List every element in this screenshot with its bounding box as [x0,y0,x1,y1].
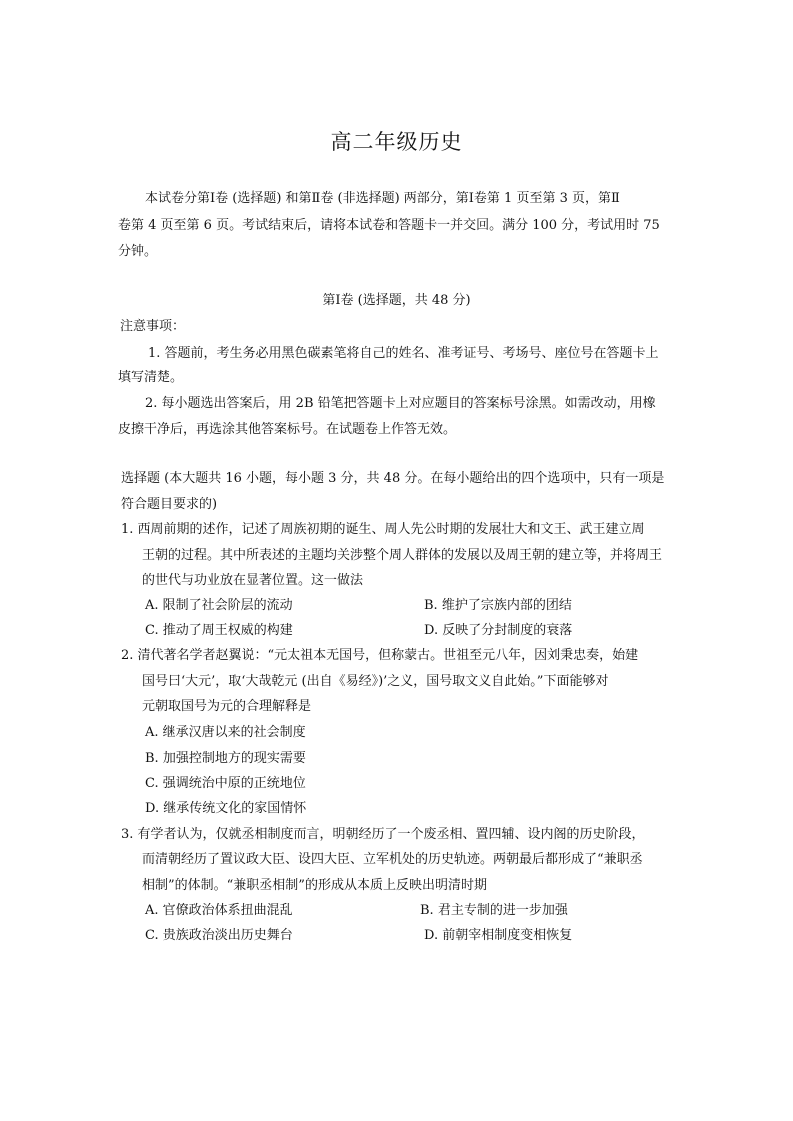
question-3-option-a: A. 官僚政治体系扭曲混乱 [145,903,293,918]
question-1-line-3: 的世代与功业放在显著位置。这一做法 [142,573,364,588]
question-3-option-d: D. 前朝宰相制度变相恢复 [424,928,573,943]
notice-item-1-line-1: 1. 答题前，考生务必用黑色碳素笔将自己的姓名、准考证号、考场号、座位号在答题卡上 [148,346,659,361]
question-2-option-b: B. 加强控制地方的现实需要 [145,751,306,766]
page-title: 高二年级历史 [330,130,463,154]
question-3-option-c: C. 贵族政治淡出历史舞台 [145,928,293,943]
question-2-option-c: C. 强调统治中原的正统地位 [145,776,306,791]
question-1-option-c: C. 推动了周王权威的构建 [145,623,293,638]
question-1-line-1: 1. 西周前期的述作，记述了周族初期的诞生、周人先公时期的发展壮大和文王、武王建立周 [121,522,645,537]
intro-line-2: 卷第 4 页至第 6 页。考试结束后，请将本试卷和答题卡一并交回。满分 100 分，考试用时 75 [118,218,660,233]
section-title: 第Ⅰ卷 (选择题，共 48 分) [322,293,471,308]
question-3-line-2: 而清朝经历了置议政大臣、设四大臣、立军机处的历史轨迹。两朝最后都形成了“兼职丞 [142,852,643,867]
question-2-line-2: 国号曰‘大元’，取‘大哉乾元 (出自《易经》)’之义，国号取文义自此始。”下面能够对 [142,674,609,689]
question-2-line-3: 元朝取国号为元的合理解释是 [142,699,312,714]
intro-line-1: 本试卷分第Ⅰ卷 (选择题) 和第Ⅱ卷 (非选择题) 两部分，第Ⅰ卷第 1 页至第 3 页，第Ⅱ [145,191,620,206]
question-3-line-1: 3. 有学者认为，仅就丞相制度而言，明朝经历了一个废丞相、置四辅、设内阁的历史阶段， [121,827,645,842]
choice-intro-line-1: 选择题 (本大题共 16 小题，每小题 3 分，共 48 分。在每小题给出的四个选项中，只有一项是 [121,471,665,486]
question-2-option-d: D. 继承传统文化的家国情怀 [145,801,307,816]
choice-intro-line-2: 符合题目要求的) [121,497,218,512]
question-2-option-a: A. 继承汉唐以来的社会制度 [145,725,306,740]
notice-label: 注意事项： [120,319,186,334]
notice-item-1-line-2: 填写清楚。 [118,370,184,385]
notice-item-2-line-2: 皮擦干净后，再选涂其他答案标号。在试题卷上作答无效。 [118,422,457,437]
intro-line-3: 分钟。 [118,244,158,259]
notice-item-2-line-1: 2. 每小题选出答案后，用 2B 铅笔把答题卡上对应题目的答案标号涂黑。如需改动，用橡 [145,396,656,411]
question-1-line-2: 王朝的过程。其中所表述的主题均关涉整个周人群体的发展以及周王朝的建立等，并将周王 [142,548,663,563]
question-3-option-b: B. 君主专制的进一步加强 [420,903,568,918]
question-2-line-1: 2. 清代著名学者赵翼说：“元太祖本无国号，但称蒙古。世祖至元八年，因刘秉忠奏，始建 [121,648,639,663]
question-1-option-d: D. 反映了分封制度的衰落 [424,623,573,638]
question-1-option-a: A. 限制了社会阶层的流动 [145,598,293,613]
question-1-option-b: B. 维护了宗族内部的团结 [424,598,572,613]
question-3-line-3: 相制”的体制。“兼职丞相制”的形成从本质上反映出明清时期 [142,878,487,893]
